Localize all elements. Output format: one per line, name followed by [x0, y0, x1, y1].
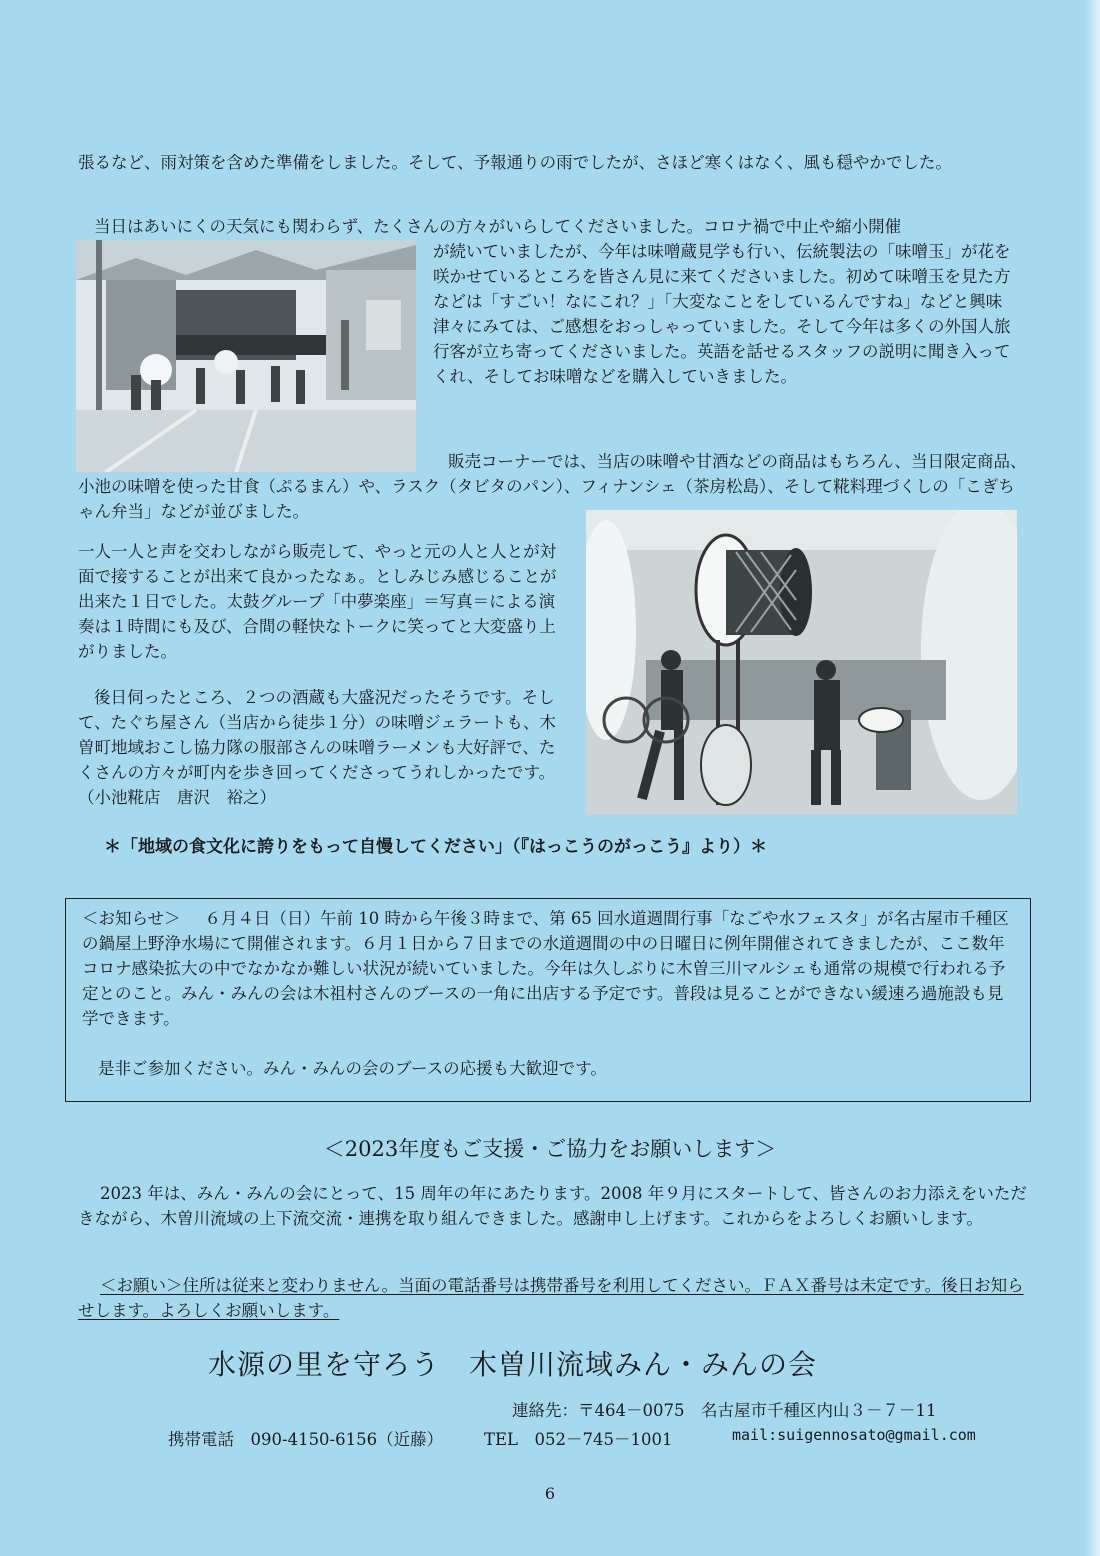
contact-mobile: 携帯電話 090-4150-6156（近藤） [168, 1430, 444, 1449]
article-paragraph-2-start: 当日はあいにくの天気にも関わらず、たくさんの方々がいらしてくださいました。コロナ禍で中止や縮小開催 [94, 217, 902, 236]
request-text: 住所は従来と変わりません。当面の電話番号は携帯番号を利用してください。ＦＡＸ番号は未定です。後日お知らせします。よろしくお願いします。 [78, 1276, 1024, 1320]
article-paragraph-4: 後日伺ったところ、２つの酒蔵も大盛況だったそうです。そして、たぐち屋さん（当店から徒歩１分）の味噌ジェラートも、木曽町地域おこし協力隊の服部さんの味噌ラーメンも大好評で、たくさんの方々が町内を歩き回ってくださってうれしかったです。（小池糀店 唐沢 裕之） [78, 688, 556, 807]
page-number: 6 [544, 1484, 556, 1503]
organization-name: 水源の里を守ろう 木曽川流域みん・みんの会 [208, 1348, 818, 1381]
support-title: ＜2023年度もご支援・ご協力をお願いします＞ [323, 1137, 777, 1161]
notice-text [82, 906, 1016, 1031]
taiko-drum-photo [586, 510, 1017, 815]
support-body: 2023 年は、みん・みんの会にとって、15 周年の年にあたります。2008 年９月にスタートして、皆さんのお力添えをいただきながら、木曽川流域の上下流交流・連携を取り組んできました。感謝申し上げます。これからをよろしくお願いします。 [78, 1184, 1027, 1228]
contact-tel: TEL 052－745－1001 [484, 1430, 673, 1449]
scan-edge [1084, 0, 1100, 1556]
contact-email[interactable]: mail:suigennosato@gmail.com [732, 1426, 976, 1444]
contact-address: 連絡先：〒464－0075 名古屋市千種区内山３－７－11 [512, 1401, 937, 1420]
article-paragraph-1: 張るなど、雨対策を含めた準備をしました。そして、予報通りの雨でしたが、さほど寒くはなく、風も穏やかでした。 [78, 153, 952, 172]
notice-closing: 是非ご参加ください。みん・みんの会のブースの応援も大歓迎です。 [98, 1059, 607, 1078]
quote-line: ＊「地域の食文化に誇りをもって自慢してください」（『はっこうのがっこう』より）＊ [104, 837, 767, 857]
notice-body: ６月４日（日）午前 10 時から午後３時まで、第 65 回水道週間行事「なごや水フェスタ」が名古屋市千種区の鍋屋上野浄水場にて開催されます。６月１日から７日までの水道週間の中の日曜日に例年開催されてきましたが、ここ数年コロナ感染拡大の中でなかなか難しい状況が続いていました。今年は久しぶりに木曽三川マルシェも通常の規模で行われる予定とのこと。みん・みんの会は木祖村さんのブースの一角に出店する予定です。普段は見ることができない緩速ろ過施設も見学できます。 [82, 909, 1009, 1028]
article-paragraph-2-continued: が続いていましたが、今年は味噌蔵見学も行い、伝統製法の「味噌玉」が花を咲かせているところを皆さん見に来てくださいました。初めて味噌玉を見た方などは「すごい！なにこれ？」「大変なことをしているんですね」などと興味津々にみては、ご感想をおっしゃっていました。そして今年は多くの外国人旅行客が立ち寄ってくださいました。英語を話せるスタッフの説明に聞き入ってくれ、そしてお味噌などを購入していきました。 [433, 242, 1011, 386]
request-label: ＜お願い＞ [100, 1276, 183, 1295]
support-request [78, 1273, 1028, 1323]
street-scene-photo [76, 240, 416, 472]
notice-heading: ＜お知らせ＞ [82, 909, 181, 928]
notice-box [65, 898, 1031, 1102]
article-paragraph-3: 販売コーナーでは、当店の味噌や甘酒などの商品はもちろん、当日限定商品、小池の味噌を使った甘食（ぷるまん）や、ラスク（タビタのパン）、フィナンシェ（茶房松島）、そして糀料理づくしの「こぎちゃん弁当」などが並びました。 [78, 452, 1027, 521]
article-paragraph-3-continued: 一人一人と声を交わしながら販売して、やっと元の人と人とが対面で接することが出来て良かったなぁ。としみじみ感じることが出来た１日でした。太鼓グループ「中夢楽座」＝写真＝による演奏は１時間にも及び、合間の軽快なトークに笑ってと大変盛り上がりました。 [78, 542, 557, 661]
